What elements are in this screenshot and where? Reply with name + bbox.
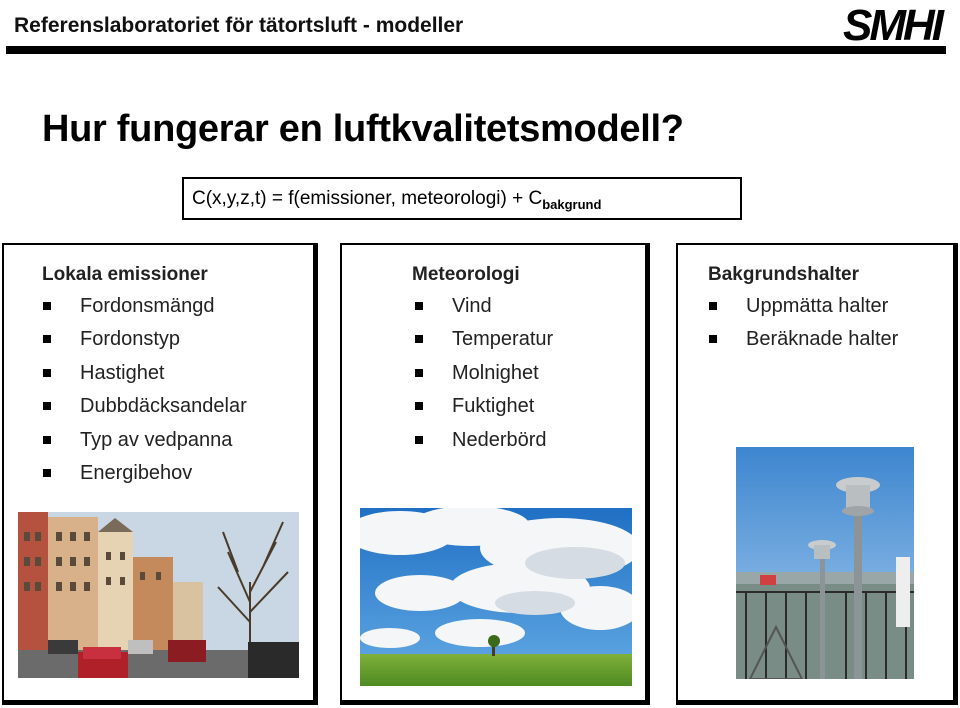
- bullet-list: [746, 295, 898, 362]
- formula-subscript: bakgrund: [542, 197, 602, 212]
- bullet-icon: [43, 436, 51, 444]
- measurement-station-photo: [736, 447, 914, 679]
- panel-heading: Lokala emissioner: [42, 264, 208, 285]
- list-item: Nederbörd: [452, 429, 553, 462]
- list-item: Fuktighet: [452, 395, 553, 428]
- formula: [192, 188, 601, 212]
- bullet-icon: [415, 335, 423, 343]
- bullet-list: [452, 295, 553, 462]
- panel-heading: Bakgrundshalter: [708, 264, 859, 285]
- bullet-icon: [709, 302, 717, 310]
- page-title: Hur fungerar en luftkvalitetsmodell?: [42, 108, 684, 150]
- bullet-icon: [415, 369, 423, 377]
- bullet-icon: [415, 436, 423, 444]
- header-title: Referenslaboratoriet för tätortsluft - modeller: [14, 14, 464, 37]
- panel-local-emissions: [2, 243, 318, 705]
- bullet-icon: [43, 402, 51, 410]
- panel-background-levels: [676, 243, 958, 705]
- bullet-icon: [415, 302, 423, 310]
- bullet-icon: [415, 402, 423, 410]
- formula-main: C(x,y,z,t) = f(emissioner, meteorologi) + C: [192, 188, 543, 209]
- list-item: Uppmätta halter: [746, 295, 898, 328]
- list-item: Dubbdäcksandelar: [80, 395, 247, 428]
- bullet-icon: [43, 369, 51, 377]
- list-item: Fordonsmängd: [80, 295, 247, 328]
- street-traffic-photo: [18, 512, 299, 678]
- bullet-icon: [709, 335, 717, 343]
- bullet-icon: [43, 469, 51, 477]
- sky-clouds-photo: [360, 508, 632, 686]
- list-item: Molnighet: [452, 362, 553, 395]
- svg-text:SMHI: SMHI: [843, 2, 941, 44]
- list-item: Typ av vedpanna: [80, 429, 247, 462]
- header-rule: [6, 46, 946, 54]
- bullet-icon: [43, 302, 51, 310]
- list-item: Vind: [452, 295, 553, 328]
- formula-box: [182, 177, 742, 220]
- list-item: Fordonstyp: [80, 328, 247, 361]
- list-item: Beräknade halter: [746, 328, 898, 361]
- panel-heading: Meteorologi: [412, 264, 520, 285]
- panel-meteorology: [340, 243, 650, 705]
- bullet-list: [80, 295, 247, 495]
- list-item: Hastighet: [80, 362, 247, 395]
- list-item: Energibehov: [80, 462, 247, 495]
- list-item: Temperatur: [452, 328, 553, 361]
- bullet-icon: [43, 335, 51, 343]
- smhi-logo: [838, 2, 946, 44]
